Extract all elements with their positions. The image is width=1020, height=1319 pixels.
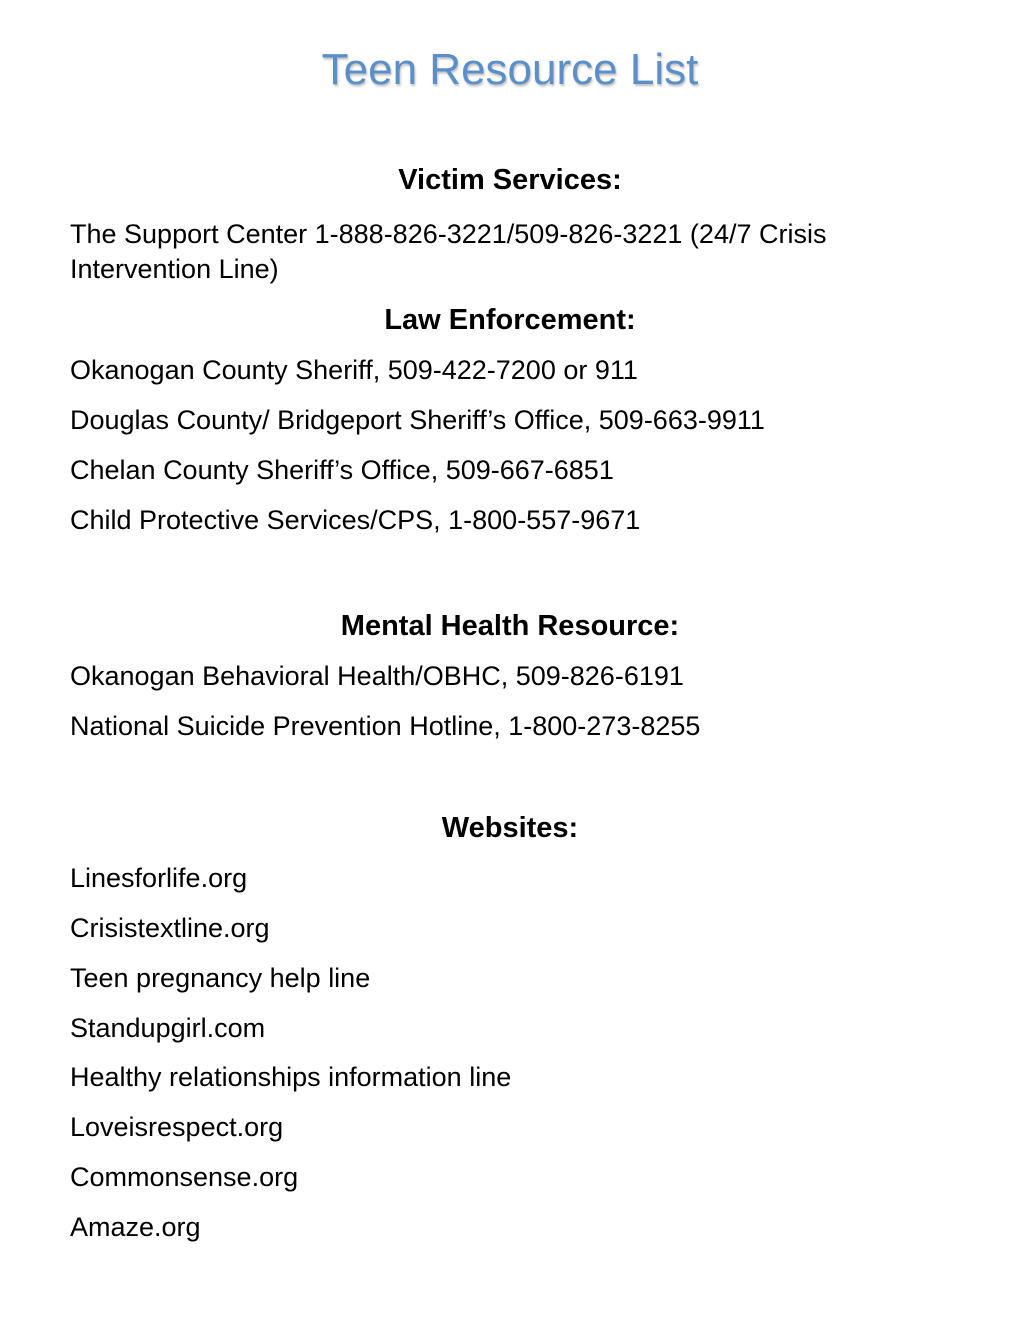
website-item: Crisistextline.org bbox=[70, 913, 270, 943]
website-item: Commonsense.org bbox=[70, 1162, 299, 1192]
page-title: Teen Resource List bbox=[321, 45, 699, 94]
law-enforcement-item: Okanogan County Sheriff, 509-422-7200 or 911 bbox=[70, 355, 638, 385]
websites-heading: Websites: bbox=[441, 812, 579, 844]
victim-services-heading: Victim Services: bbox=[398, 164, 622, 196]
mental-health-heading: Mental Health Resource: bbox=[340, 610, 680, 642]
website-item: Linesforlife.org bbox=[70, 863, 248, 893]
mental-health-item: National Suicide Prevention Hotline, 1-800-273-8255 bbox=[70, 711, 701, 741]
website-item: Amaze.org bbox=[70, 1212, 201, 1242]
website-item: Healthy relationships information line bbox=[70, 1062, 512, 1092]
mental-health-item: Okanogan Behavioral Health/OBHC, 509-826-6191 bbox=[70, 661, 684, 691]
website-item: Standupgirl.com bbox=[70, 1013, 266, 1043]
website-item: Teen pregnancy help line bbox=[70, 963, 371, 993]
law-enforcement-item: Child Protective Services/CPS, 1-800-557-9671 bbox=[70, 505, 641, 535]
law-enforcement-heading: Law Enforcement: bbox=[384, 304, 636, 336]
law-enforcement-item: Chelan County Sheriff’s Office, 509-667-6851 bbox=[70, 455, 614, 485]
website-item: Loveisrespect.org bbox=[70, 1112, 284, 1142]
law-enforcement-item: Douglas County/ Bridgeport Sheriff’s Office, 509-663-9911 bbox=[70, 405, 765, 435]
victim-services-item: The Support Center 1-888-826-3221/509-826-3221 (24/7 Crisis Intervention Line) bbox=[70, 219, 827, 284]
